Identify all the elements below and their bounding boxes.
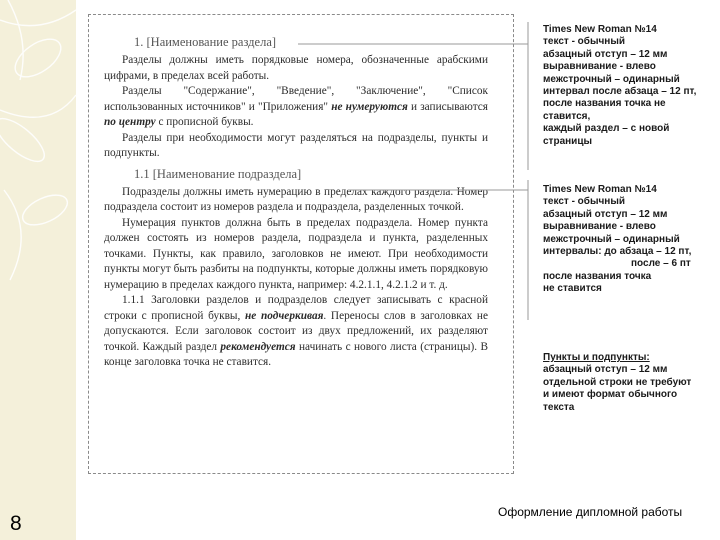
text-run: Разделы "Содержание", "Введение", "Заключение", "Список использованных источников" и "Приложения" <box>104 85 488 113</box>
subsection-format-note <box>543 184 715 296</box>
emphasis-centered: по центру <box>104 116 156 128</box>
subsection-paragraph-2: Нумерация пунктов должна быть в пределах подраздела. Номер пункта должен состоять из номеров раздела, подраздела и пункта, разделенных точками. Пункты, как правило, заголовков не имеют. При необходимости пункты могут быть разбиты на подпункты, которые должны иметь порядковую нумерацию в пределах каждого пункта, например: 4.2.1.1, 4.2.1.2 и т. д. <box>104 216 488 291</box>
text-run: начинать с нового листа (страницы). В конце заголовка точка не ставится. <box>104 340 488 368</box>
note-line: и имеют формат обычного <box>543 389 678 401</box>
note-line: межстрочный – одинарный <box>543 233 680 245</box>
slide-caption: Оформление дипломной работы <box>498 505 683 519</box>
slide-number: 8 <box>10 512 22 535</box>
note-line: каждый раздел – с новой <box>543 123 670 135</box>
note-line: отдельной строки не требуют <box>543 376 692 388</box>
subsection-paragraph-1: Подразделы должны иметь нумерацию в пределах каждого раздела. Номер подраздела состоит из номеров раздела и подраздела, разделенных точкой. <box>104 185 488 213</box>
note-line: межстрочный – одинарный <box>543 73 680 85</box>
note-line: страницы <box>543 135 593 147</box>
note-line: не ставится <box>543 283 602 295</box>
section-format-note <box>543 24 715 148</box>
note-line: после названия точка <box>543 270 652 282</box>
text-run: 1.1.1 Заголовки разделов и подразделов следует записывать с красной строки с прописной буквы, <box>104 294 488 322</box>
note-line: Times New Roman №14 <box>543 24 657 35</box>
section-paragraph-3: Разделы при необходимости могут разделяться на подразделы, пункты и подпункты. <box>104 131 488 159</box>
note-line: после названия точка не <box>543 98 666 110</box>
note-line: абзацный отступ – 12 мм <box>543 364 668 376</box>
section-heading: 1. [Наименование раздела] <box>134 35 277 49</box>
note-line: текст - обычный <box>543 36 626 48</box>
emphasis-recommended: рекомендуется <box>220 340 296 353</box>
note-line: после – 6 пт <box>631 258 691 270</box>
note-line: выравнивание - влево <box>543 221 656 233</box>
subsection-heading: 1.1 [Наименование подраздела] <box>134 166 302 181</box>
text-run: с прописной буквы. <box>155 116 254 128</box>
section-paragraph-1: Разделы должны иметь порядковые номера, обозначенные арабскими цифрами, в пределах всей работы. <box>104 54 488 82</box>
text-run: и записываются <box>407 100 488 113</box>
note-line: ставится, <box>543 110 591 122</box>
note-line: интервалы: до абзаца – 12 пт, <box>543 246 692 258</box>
emphasis-no-numbering: не нумеруются <box>331 100 408 113</box>
note-line: Times New Roman №14 <box>543 184 657 195</box>
note-line: текст - обычный <box>543 196 626 208</box>
text-run: . Переносы слов в заголовках не допускаются. Если заголовок состоит из двух предложений, их разделяют точкой. Каждый раздел <box>104 309 488 353</box>
points-format-note <box>543 352 715 414</box>
note-line: выравнивание - влево <box>543 61 656 73</box>
note-line: текста <box>543 401 575 413</box>
note-line: абзацный отступ – 12 мм <box>543 48 668 60</box>
emphasis-no-underline: не подчеркивая <box>245 309 324 322</box>
note-line: интервал после абзаца – 12 пт, <box>543 86 697 98</box>
note-title: Пункты и подпункты: <box>543 352 650 363</box>
note-line: абзацный отступ – 12 мм <box>543 208 668 220</box>
